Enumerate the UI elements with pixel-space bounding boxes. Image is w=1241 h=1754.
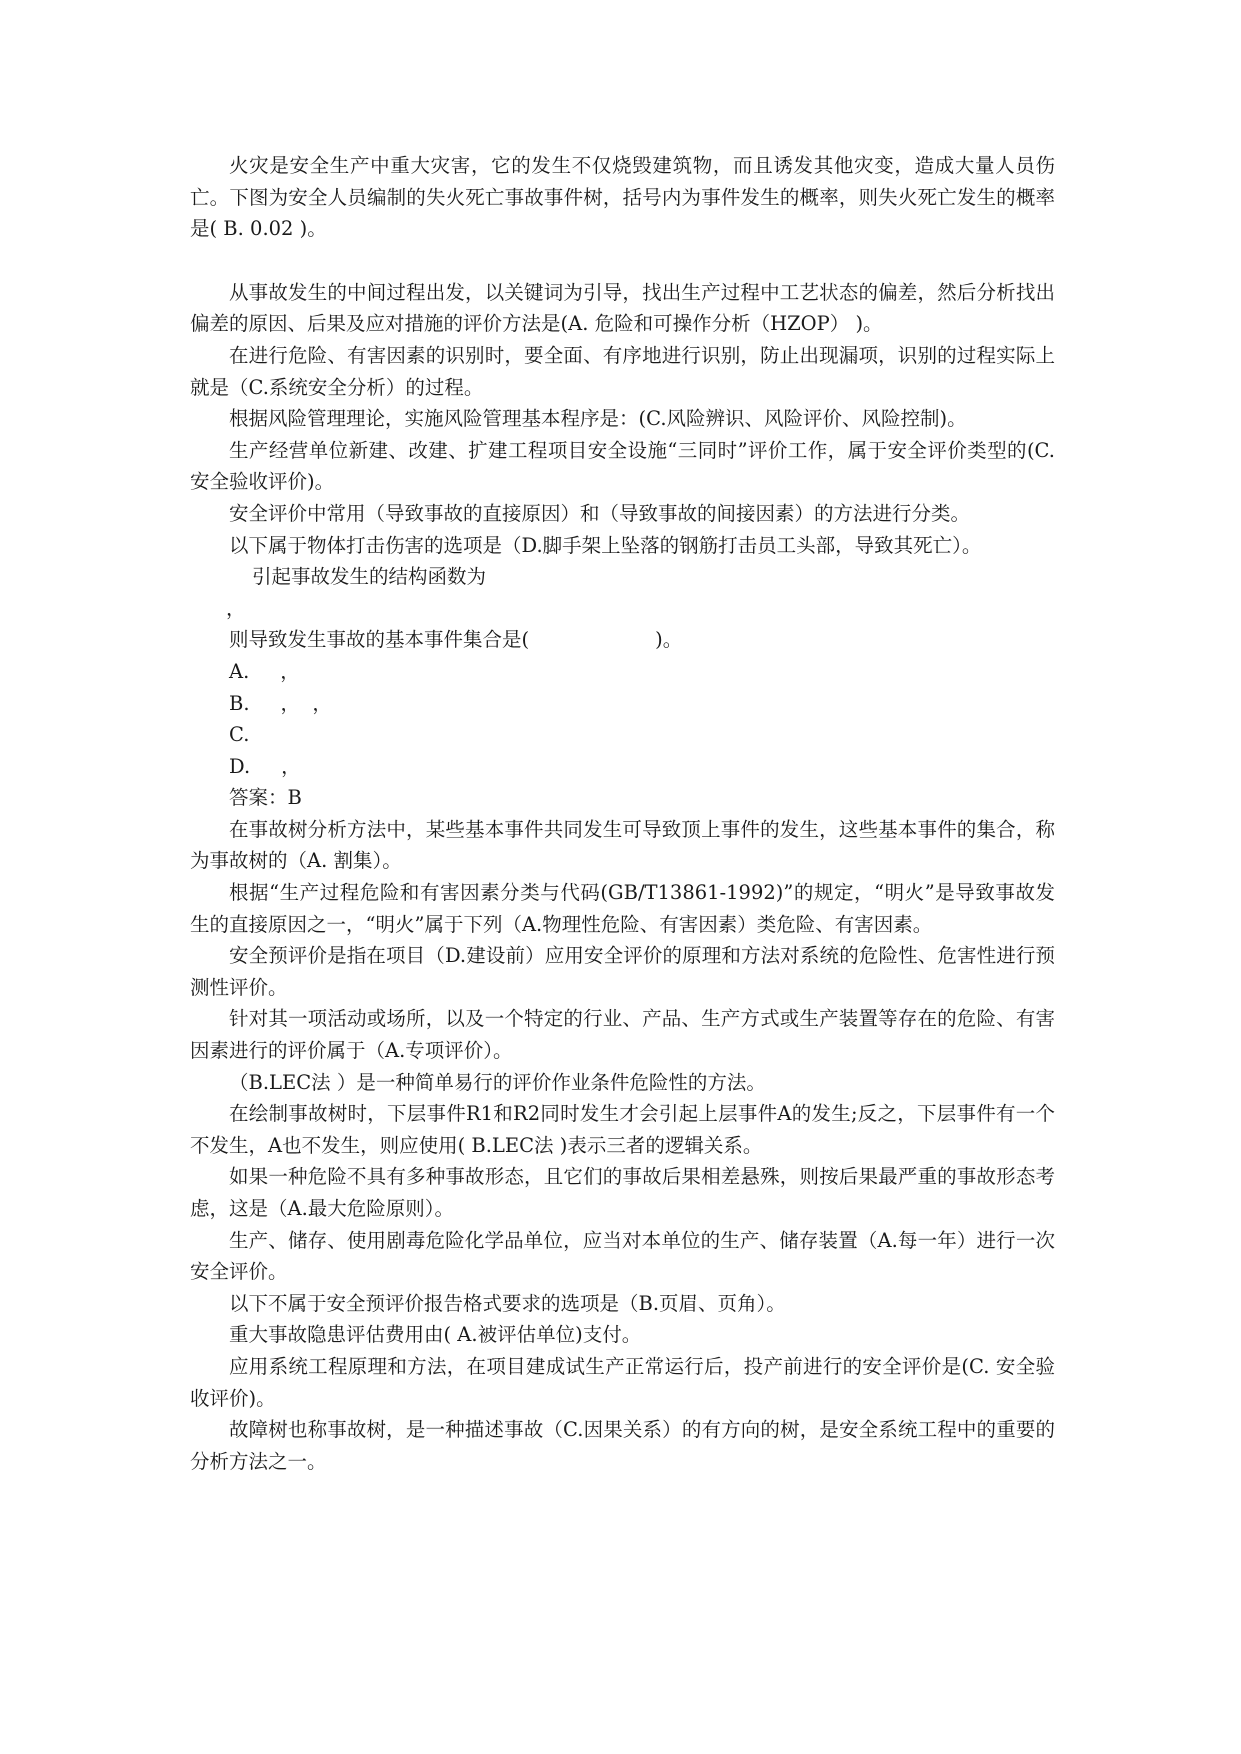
paragraph-fire-event-tree: 火灾是安全生产中重大灾害，它的发生不仅烧毁建筑物，而且诱发其他灾变，造成大量人员伤亡。下图为安全人员编制的失火死亡事故事件树，括号内为事件发生的概率，则失火死亡发生的概率是( B. 0.02 )。 xyxy=(190,154,1055,241)
paragraph-identification: 在进行危险、有害因素的识别时，要全面、有序地进行识别，防止出现漏项，识别的过程实际上就是（C.系统安全分析）的过程。 xyxy=(190,343,1055,399)
paragraph-fault-tree-logic: 在绘制事故树时，下层事件R1和R2同时发生才会引起上层事件A的发生;反之，下层事件有一个不发生，A也不发生，则应使用( B.LEC法 )表示三者的逻辑关系。 xyxy=(190,1102,1055,1157)
paragraph-special-evaluation: 针对其一项活动或场所，以及一个特定的行业、产品、生产方式或生产装置等存在的危险、有害因素进行的评价属于（A.专项评价）。 xyxy=(190,1007,1055,1063)
paragraph-risk-procedure: 根据风险管理理论，实施风险管理基本程序是：(C.风险辨识、风险评价、风险控制)。 xyxy=(229,407,967,431)
paragraph-hazardous-chemicals: 生产、储存、使用剧毒危险化学品单位，应当对本单位的生产、储存装置（A.每一年）进行一次安全评价。 xyxy=(190,1228,1055,1284)
paragraph-gap xyxy=(190,245,1055,277)
question-prefix: 则导致发生事故的基本事件集合是( xyxy=(229,628,530,652)
option-c: C. xyxy=(229,723,250,747)
paragraph-pre-evaluation: 安全预评价是指在项目（D.建设前）应用安全评价的原理和方法对系统的危险性、危害性进行预测性评价。 xyxy=(190,944,1055,999)
question-suffix: )。 xyxy=(655,628,683,652)
paragraph-report-format: 以下不属于安全预评价报告格式要求的选项是（B.页眉、页角）。 xyxy=(229,1291,786,1315)
option-b: B. ， ， xyxy=(229,691,332,715)
paragraph-max-hazard: 如果一种危险不具有多种事故形态，且它们的事故后果相差悬殊，则按后果最严重的事故形态考虑，这是（A.最大危险原则）。 xyxy=(190,1165,1055,1220)
option-a: A. ， xyxy=(229,659,300,683)
formula-comma-line: ， xyxy=(226,596,246,620)
paragraph-three-simultaneous: 生产经营单位新建、改建、扩建工程项目安全设施“三同时”评价工作，属于安全评价类型的(C. 安全验收评价)。 xyxy=(190,438,1055,494)
paragraph-fault-tree: 故障树也称事故树，是一种描述事故（C.因果关系）的有方向的树，是安全系统工程中的重要的分析方法之一。 xyxy=(190,1418,1055,1473)
option-d: D. ， xyxy=(229,754,301,778)
answer-line: 答案：B xyxy=(229,786,302,810)
paragraph-assessment-fee: 重大事故隐患评估费用由( A.被评估单位)支付。 xyxy=(229,1323,642,1347)
question-basic-event-set xyxy=(190,624,1055,656)
paragraph-acceptance-evaluation: 应用系统工程原理和方法，在项目建成试生产正常运行后，投产前进行的安全评价是(C. 安全验收评价)。 xyxy=(190,1354,1055,1410)
paragraph-cut-set: 在事故树分析方法中，某些基本事件共同发生可导致顶上事件的发生，这些基本事件的集合，称为事故树的（A. 割集）。 xyxy=(190,817,1055,873)
paragraph-classification: 安全评价中常用（导致事故的直接原因）和（导致事故的间接因素）的方法进行分类。 xyxy=(229,501,971,525)
paragraph-hazop: 从事故发生的中间过程出发，以关键词为引导，找出生产过程中工艺状态的偏差，然后分析找出偏差的原因、后果及应对措施的评价方法是(A. 危险和可操作分析（HZOP） )。 xyxy=(190,280,1055,336)
structure-function-line: 引起事故发生的结构函数为 xyxy=(252,565,487,589)
paragraph-lec-method: （B.LEC法 ）是一种简单易行的评价作业条件危险性的方法。 xyxy=(229,1070,766,1094)
document-body xyxy=(190,150,1055,1477)
paragraph-open-fire: 根据“生产过程危险和有害因素分类与代码(GB/T13861-1992)”的规定，“明火”是导致事故发生的直接原因之一，“明火”属于下列（A.物理性危险、有害因素）类危险、有害因素。 xyxy=(190,881,1055,936)
paragraph-object-strike: 以下属于物体打击伤害的选项是（D.脚手架上坠落的钢筋打击员工头部，导致其死亡）。 xyxy=(229,533,982,557)
